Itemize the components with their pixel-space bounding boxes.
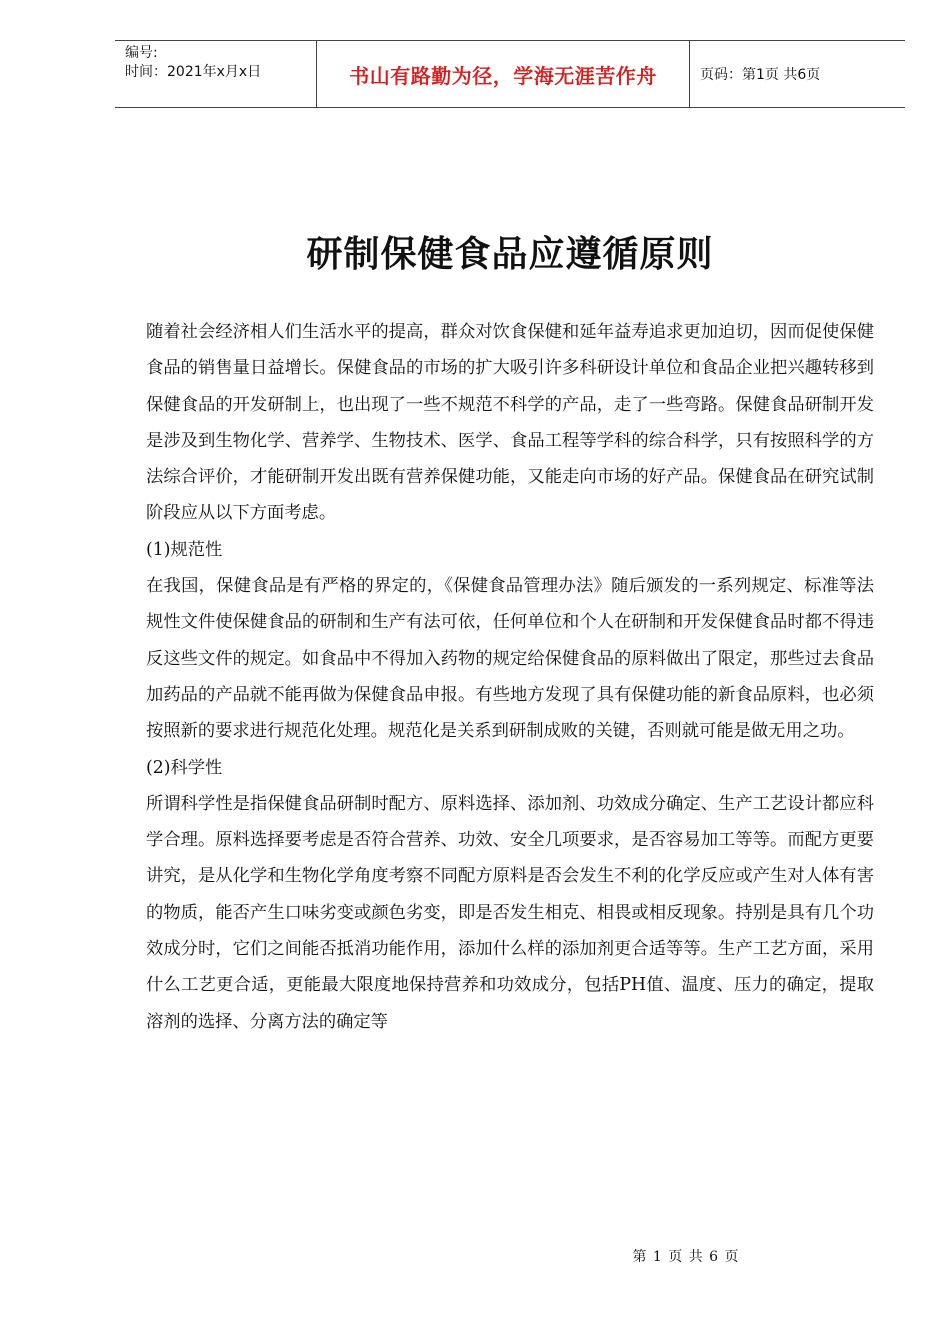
header-motto: 书山有路勤为径，学海无涯苦作舟	[316, 41, 690, 107]
serial-label: 编号:	[125, 45, 158, 61]
intro-paragraph: 随着社会经济相人们生活水平的提高，群众对饮食保健和延年益寿追求更加迫切，因而促使保健食品的销售量日益增长。保健食品的市场的扩大吸引许多科研设计单位和食品企业把兴趣转移到保健食品的开发研制上，也出现了一些不规范不科学的产品，走了一些弯路。保健食品研制开发是涉及到生物化学、营养学、生物技术、医学、食品工程等学科的综合科学，只有按照科学的方法综合评价，才能研制开发出既有营养保健功能，又能走向市场的好产品。保健食品在研究试制阶段应从以下方面考虑。	[146, 322, 874, 524]
document-title: 研制保健食品应遵循原则	[306, 234, 714, 275]
page-footer: 第 1 页 共 6 页	[632, 1249, 740, 1265]
header-page-info: 页码：第1页 共6页	[700, 67, 821, 83]
section-heading-scientific: (2)科学性	[146, 757, 223, 778]
header-meta	[115, 41, 316, 107]
section-heading-normative: (1)规范性	[146, 539, 223, 560]
time-label: 时间：2021年x月x日	[125, 64, 262, 80]
page-header	[115, 40, 905, 108]
document-body	[146, 314, 874, 1040]
scientific-paragraph: 所谓科学性是指保健食品研制时配方、原料选择、添加剂、功效成分确定、生产工艺设计都应科学合理。原料选择要考虑是否符合营养、功效、安全几项要求，是否容易加工等等。而配方更要讲究，是从化学和生物化学角度考察不同配方原料是否会发生不利的化学反应或产生对人体有害的物质，能否产生口味劣变或颜色劣变，即是否发生相克、相畏或相反现象。持别是具有几个功效成分时，它们之间能否抵消功能作用，添加什么样的添加剂更合适等等。生产工艺方面，采用什么工艺更合适，更能最大限度地保持营养和功效成分，包括PH值、温度、压力的确定，提取溶剂的选择、分离方法的确定等	[146, 793, 874, 1032]
normative-paragraph: 在我国，保健食品是有严格的界定的，《保健食品管理办法》随后颁发的一系列规定、标准等法规性文件使保健食品的研制和生产有法可依，任何单位和个人在研制和开发保健食品时都不得违反这些文件的规定。如食品中不得加入药物的规定给保健食品的原料做出了限定，那些过去食品加药品的产品就不能再做为保健食品申报。有些地方发现了具有保健功能的新食品原料，也必须按照新的要求进行规范化处理。规范化是关系到研制成败的关键，否则就可能是做无用之功。	[146, 576, 874, 742]
